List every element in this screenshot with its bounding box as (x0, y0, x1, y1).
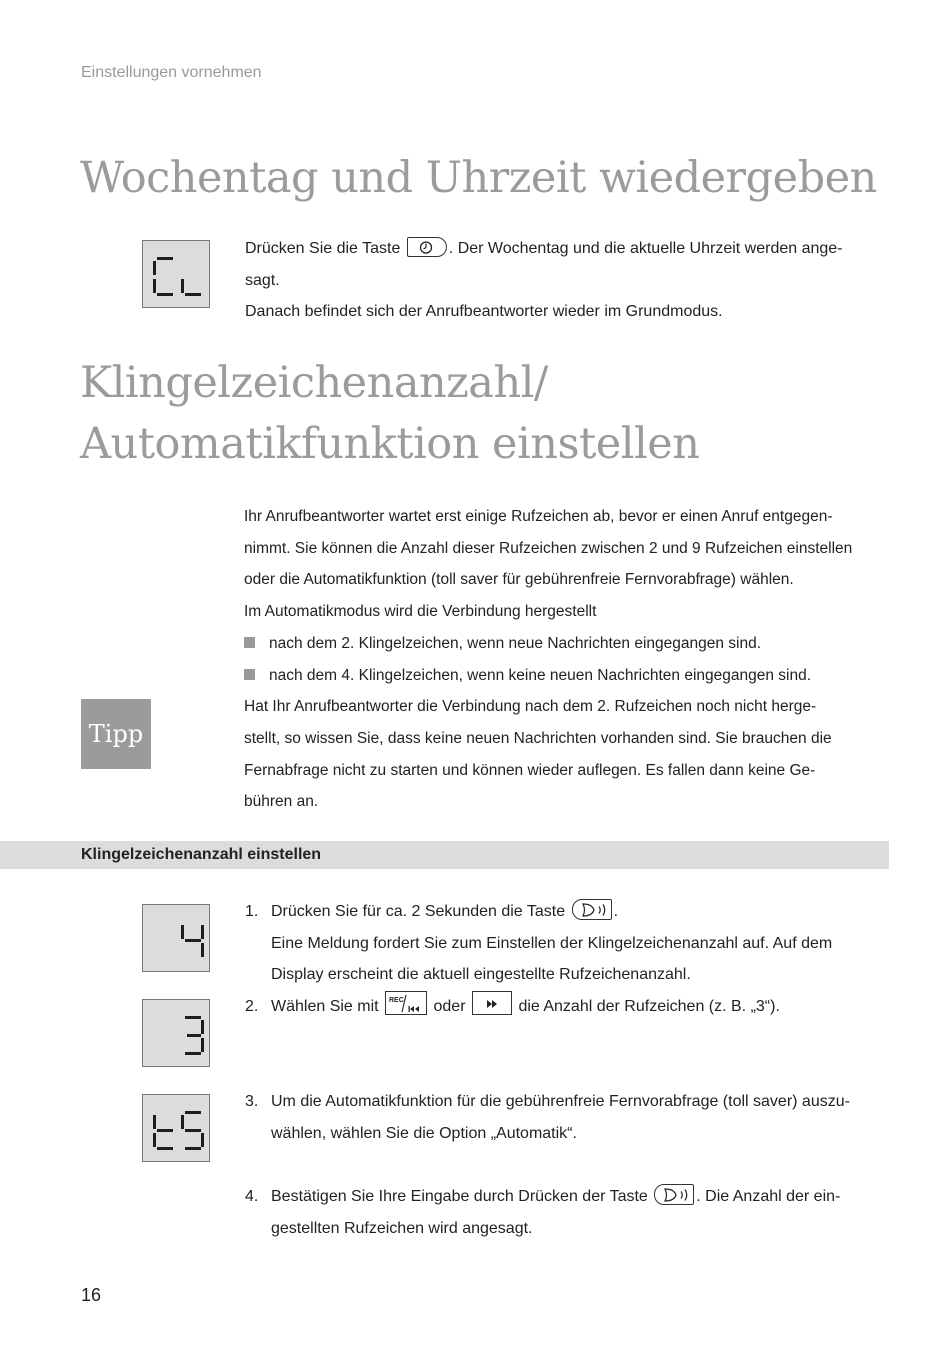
section1-text (245, 233, 885, 328)
step-number: 2. (245, 998, 259, 1015)
section1-line3: Danach befindet sich der Anrufbeantworter wieder im Grundmodus. (245, 303, 723, 321)
step-4: 4. Bestätigen Sie Ihre Eingabe durch Drücken der Taste . Die Anzahl der ein- gestellten Rufzeichen wird angesagt. (245, 1181, 865, 1251)
clock-key-icon (407, 237, 447, 257)
bullet-item: nach dem 4. Klingelzeichen, wenn keine neuen Nachrichten eingegangen sind. (244, 660, 884, 692)
running-head: Einstellungen vornehmen (81, 64, 262, 81)
section2-paragraph (244, 501, 884, 818)
bullet-square-icon (244, 669, 255, 680)
section1-line1-a: Drücken Sie die Taste (245, 240, 401, 257)
lcd-display-cl (142, 240, 210, 308)
tipp-line: bühren an. (244, 793, 319, 811)
tipp-line: Hat Ihr Anrufbeantworter die Verbindung nach dem 2. Rufzeichen noch nicht herge- (244, 698, 817, 716)
announce-key-icon (572, 899, 612, 920)
section1-line1-b: . Der Wochentag und die aktuelle Uhrzeit werden ange- (448, 240, 843, 257)
section-title-ring-count-line2: Automatikfunktion einstellen (80, 419, 700, 469)
step-number: 1. (245, 903, 259, 920)
fast-forward-key-icon (472, 991, 512, 1015)
step-2: 2. Wählen Sie mit REC oder die Anzahl der Rufzeichen (z. B. „3“). (245, 991, 865, 1031)
step-number: 4. (245, 1188, 259, 1205)
lcd-display-4 (142, 904, 210, 972)
section-bar-title: Klingelzeichenanzahl einstellen (81, 846, 322, 863)
lcd-display-3 (142, 999, 210, 1067)
section-title-weekday-time: Wochentag und Uhrzeit wiedergeben (80, 153, 877, 203)
lcd-display-t5 (142, 1094, 210, 1162)
section2-line: Im Automatikmodus wird die Verbindung hergestellt (244, 603, 597, 621)
section2-line: Ihr Anrufbeantworter wartet erst einige Rufzeichen ab, bevor er einen Anruf entgegen- (244, 508, 833, 525)
tipp-badge: Tipp (81, 699, 151, 769)
section1-line2: sagt. (245, 271, 280, 289)
step-number: 3. (245, 1093, 259, 1110)
svg-text:REC: REC (389, 997, 404, 1004)
page-number: 16 (81, 1285, 102, 1305)
tipp-line: stellt, so wissen Sie, dass keine neuen Nachrichten vorhanden sind. Sie brauchen die (244, 729, 832, 747)
rec-rewind-key-icon (385, 991, 427, 1015)
section-bar (0, 841, 889, 869)
announce-key-icon (654, 1184, 694, 1205)
section2-line: oder die Automatikfunktion (toll saver für gebührenfreie Fernvorabfrage) wählen. (244, 571, 794, 589)
section-title-ring-count-line1: Klingelzeichenanzahl/ (80, 358, 548, 408)
section2-line: nimmt. Sie können die Anzahl dieser Rufzeichen zwischen 2 und 9 Rufzeichen einstellen (244, 539, 853, 557)
step-1: 1. Drücken Sie für ca. 2 Sekunden die Taste . Eine Meldung fordert Sie zum Einstellen der Klingelzeichenanzahl auf. Auf dem Display erscheint die aktuell eingestellte Rufzeichenanzahl. (245, 896, 865, 996)
bullet-item: nach dem 2. Klingelzeichen, wenn neue Nachrichten eingegangen sind. (244, 628, 884, 660)
step-3: 3. Um die Automatikfunktion für die gebührenfreie Fernvorabfrage (toll saver) auszu- wählen, wählen Sie die Option „Automatik“. (245, 1086, 865, 1156)
tipp-line: Fernabfrage nicht zu starten und können wieder auflegen. Es fallen dann keine Ge- (244, 761, 816, 779)
bullet-square-icon (244, 637, 255, 648)
